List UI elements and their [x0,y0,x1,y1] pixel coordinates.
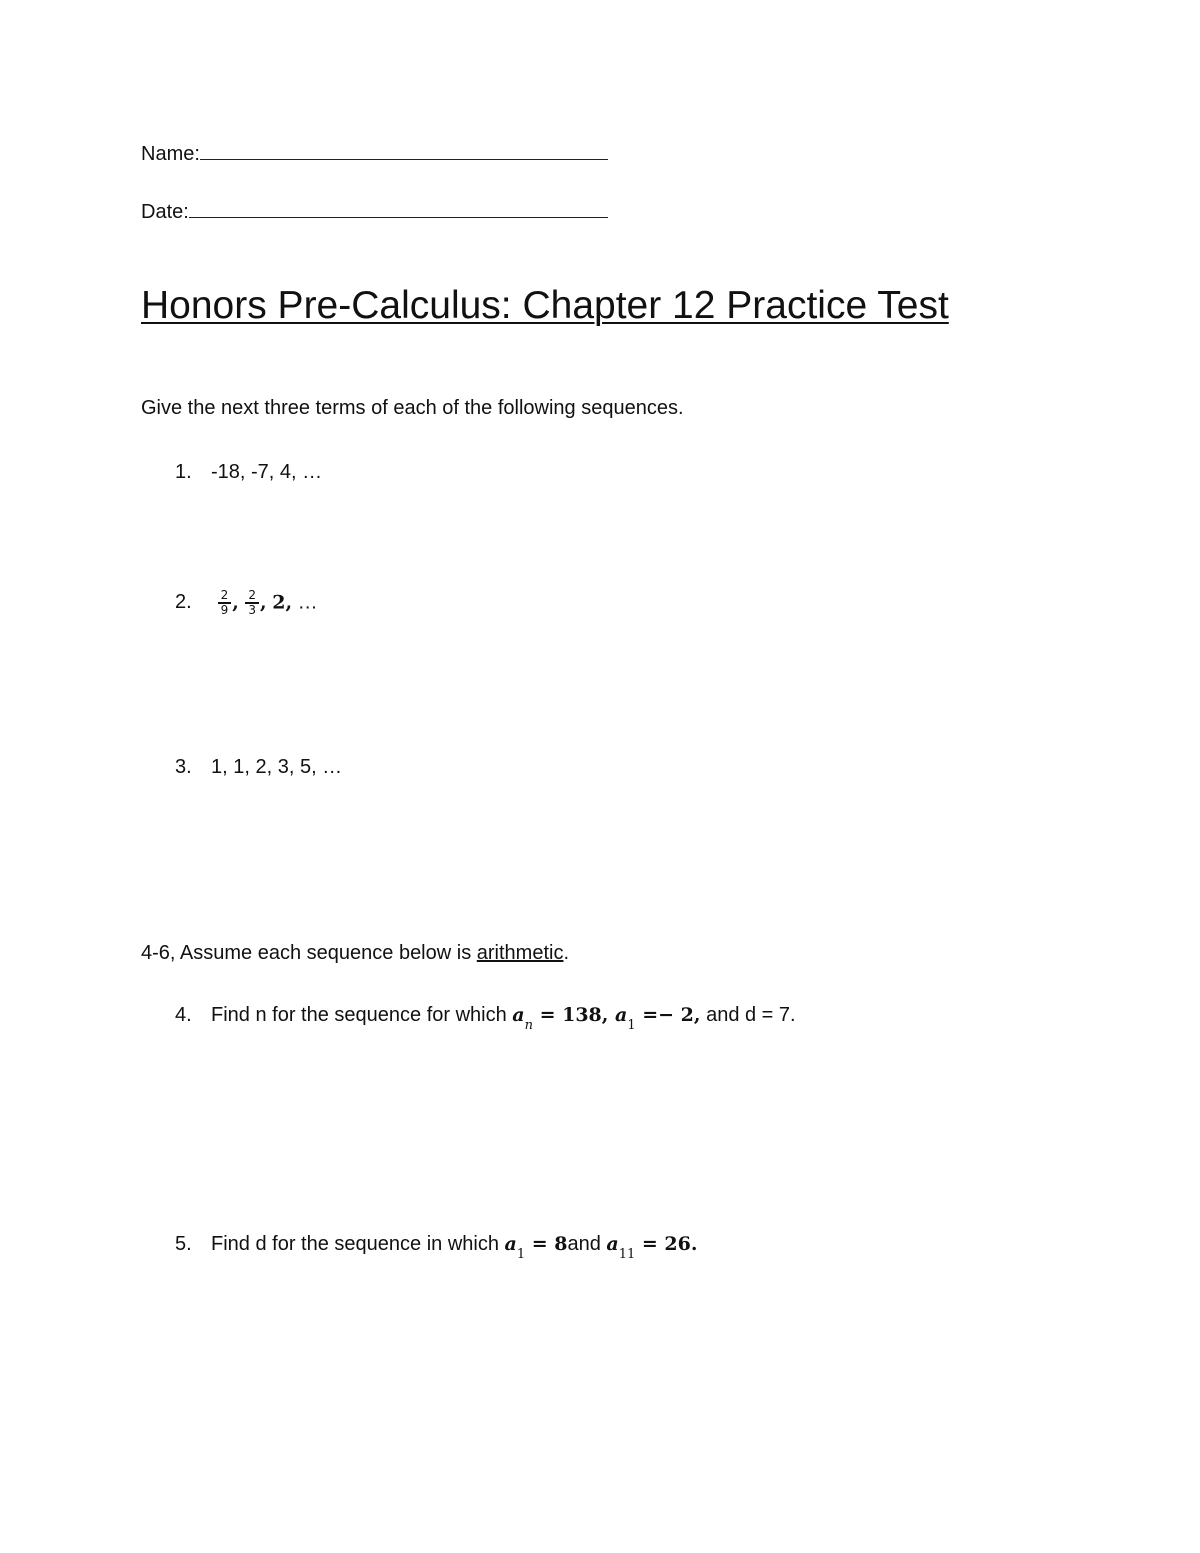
question-2: 2. $\frac{2}{9}$ , $\frac{2}{3}$ , 2, … [175,588,318,617]
question-4: 4. Find n for the sequence for which $a_n = 138$, $a_1 =- 2$, and d = 7. [175,1004,796,1033]
question-5: 5. Find d for the sequence in which $a_1 = 8and$ $a_{11} = 26$. [175,1233,698,1262]
name-label: Name: [141,143,200,165]
date-label: Date: [141,201,189,223]
section2-instruction: 4-6, Assume each sequence below is arithmetic. [141,942,570,964]
name-field[interactable] [141,143,608,166]
page-title: Honors Pre-Calculus: Chapter 12 Practice Test [141,284,949,327]
section1-instruction: Give the next three terms of each of the following sequences. [141,397,684,419]
question-1: 1. -18, -7, 4, … [175,461,323,483]
question-3: 3. 1, 1, 2, 3, 5, … [175,756,343,778]
fraction-2-3: $\frac{2}{3}$ [245,589,259,617]
fraction-2-9: $\frac{2}{9}$ [218,589,232,617]
date-field[interactable] [141,201,608,224]
